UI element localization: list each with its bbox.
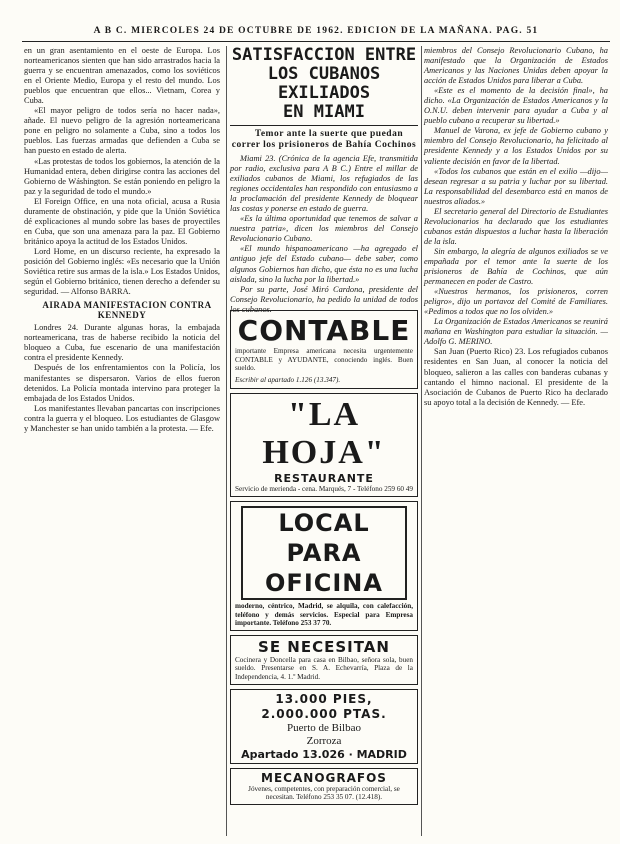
article-paragraph: Sin embargo, la alegría de algunos exiliados se ve empañada por el temor ante la suerte de los prisioneros de Bahía de Cochinos, que aún permanecen en poder de Castro. bbox=[424, 246, 608, 287]
article-paragraph: «Todos los cubanos que están en el exilio —dijo— desean regresar a su patria y luchar por su libertad. La responsabilidad del desembarco está en manos de nuestros aliados.» bbox=[424, 166, 608, 206]
ad-se-necesitan bbox=[230, 635, 418, 685]
article-paragraph: miembros del Consejo Revolucionario Cubano, ha manifestado que la Organización de Estados Americanos y las Naciones Unidas deben apoyar la acción de Estados Unidos para liberar a Cuba. bbox=[424, 46, 608, 86]
article-paragraph: Manuel de Varona, ex jefe de Gobierno cubano y miembro del Consejo Revolucionario, ha felicitado al presidente Kennedy y a los Estados Unidos por su valiente decisión en favor de la libertad. bbox=[424, 126, 608, 166]
ad-body: Cocinera y Doncella para casa en Bilbao, señora sola, buen sueldo. Presentarse en S. A. Echevarría, Plaza de la Independencia, 4. 1.º Madrid. bbox=[235, 655, 413, 681]
article-paragraph: Los manifestantes llevaban pancartas con inscripciones contra la guerra y el bloqueo. Los estudiantes de Glasgow y Manchester se han unido también a la protesta. — Efe. bbox=[24, 403, 220, 433]
ad-body: Servicio de merienda - cena. Marqués, 7 - Teléfono 259 60 49 bbox=[235, 485, 413, 494]
ad-subtitle: RESTAURANTE bbox=[274, 472, 374, 486]
column-left bbox=[24, 46, 220, 836]
article-paragraph: San Juan (Puerto Rico) 23. Los refugiados cubanos residentes en San Juan, al conocer la noticia del bloqueo, salieron a las calles con banderas cubanas y cantando el himno nacional. El presidente de la Asociación de Cubanos de Puerto Rico ha declarado su apoyo total a la decisión de Kennedy. — Efe. bbox=[424, 347, 608, 407]
ad-title: MECANOGRAFOS bbox=[261, 770, 387, 785]
column-divider-left bbox=[226, 46, 227, 836]
ad-contact: Escribir al apartado 1.126 (13.347). bbox=[235, 375, 341, 384]
ad-mecanografos bbox=[230, 768, 418, 805]
ad-title: SE NECESITAN bbox=[258, 637, 390, 656]
article-paragraph: Después de los enfrentamientos con la Policía, los manifestantes se dispersaron. Varios de ellos fueron detenidos. La Policía montada intervino para proteger la embajada de los Estados Unidos. bbox=[24, 363, 220, 403]
article-paragraph: Londres 24. Durante algunas horas, la embajada norteamericana, tras de haberse recibido la noticia del bloqueo a Cuba, fue escenario de una manifestación contra el presidente Kennedy. bbox=[24, 323, 220, 363]
article-paragraph: «Este es el momento de la decisión final», ha dicho. «La Organización de Estados Americanos y la O.N.U. deben intervenir para ayudar a Cuba y al pueblo cubano a recuperar su libertad.» bbox=[424, 86, 608, 126]
article-paragraph: «El mundo hispanoamericano —ha agregado el antiguo jefe del Estado cubano— debe saber, como algunos Gobiernos han dicho, que ésta no es una lucha aislada, sino la lucha por la libertad.» bbox=[230, 244, 418, 284]
article-headline: AIRADA MANIFESTACION CONTRA KENNEDY bbox=[42, 300, 212, 321]
article-paragraph: «Las protestas de todos los gobiernos, la atención de la Humanidad entera, deben dirigirse contra las acciones del Gobierno de Wáshington. Se están poniendo en peligro la paz y la seguridad de todo el mundo.» bbox=[24, 156, 220, 196]
ad-line: Apartado 13.026 · MADRID bbox=[241, 747, 407, 761]
article-paragraph: El Foreign Office, en una nota oficial, acusa a Rusia duramente de obstinación, y pide que la Unión Soviética dé explicaciones al mundo sobre las bases de proyectiles en Cuba, que son una amenaza para la paz. El Gobierno británico apoya la actitud de los Estados Unidos. bbox=[24, 196, 220, 246]
ad-body: Jóvenes, competentes, con preparación comercial, se necesitan. Teléfono 253 35 07. (12.418). bbox=[248, 784, 400, 802]
headline-satisfaccion: SATISFACCION ENTRE LOS CUBANOS EXILIADOS EN MIAMI bbox=[230, 46, 418, 126]
column-center bbox=[230, 45, 418, 314]
classified-ads bbox=[230, 310, 418, 844]
article-paragraph: Por su parte, José Miró Cardona, presidente del Consejo Revolucionario, ha pedido la unidad de todos los cubanos. bbox=[230, 284, 418, 314]
column-divider-right bbox=[421, 46, 422, 836]
article-paragraph: en un gran asentamiento en el oeste de Europa. Los norteamericanos sienten que han sido arrastrados hacia la guerra y se encuentran amenazados, como los soviéticos en el Oriente Medio, Europa y el resto del mundo. Los pueblos que encuentran que ellos... Vietnam, Corea y Cuba. bbox=[24, 46, 220, 106]
article-paragraph: «El mayor peligro de todos sería no hacer nada», añade. El nuevo peligro de la agresión norteamericana pone en peligro no solamente a Cuba, sino a todos los pueblos. Las fuerzas armadas que defienden a Cuba se han puesto en estado de alerta. bbox=[24, 106, 220, 156]
article-paragraph: La Organización de Estados Americanos se reunirá mañana en Washington para estudiar la situación. — Adolfo G. MERINO. bbox=[424, 317, 608, 347]
ad-body: importante Empresa americana necesita urgentemente CONTABLE y AYUDANTE, conociendo inglés. Buen sueldo. bbox=[235, 347, 413, 373]
ad-la-hoja bbox=[230, 393, 418, 497]
article-paragraph: «Nuestros hermanos, los prisioneros, corren peligro», dijo un portavoz del Comité de Familiares. «Pedimos a todos que no los olviden.» bbox=[424, 287, 608, 317]
ad-contable bbox=[230, 310, 418, 389]
column-right bbox=[424, 46, 608, 836]
ad-title: "LA HOJA" bbox=[262, 396, 386, 472]
header-rule bbox=[22, 41, 610, 42]
article-paragraph: El secretario general del Directorio de Estudiantes Revolucionarios ha declarado que los estudiantes cubanos están dispuestos a luchar hasta la liberación de la isla. bbox=[424, 206, 608, 246]
ad-line: Zorroza bbox=[306, 734, 342, 747]
article-paragraph: Lord Home, en un discurso reciente, ha expresado la posición del Gobierno inglés: «Es necesario que la Unión Soviética retire sus armas de la isla.» Los Estados Unidos, según el Gobierno británico, tienen derecho a defender su seguridad. — Alfonso BARRA. bbox=[24, 246, 220, 297]
article-paragraph: Miami 23. (Crónica de la agencia Efe, transmitida por radio, exclusiva para A B C.) Entre el millar de exiliados cubanos de Miami, los refugiados de las regiones occidentales han respondido con entusiasmo a la proclamación del presidente Kennedy de bloquear las costas y ponerse en estado de guerra. bbox=[230, 154, 418, 214]
ad-line: Puerto de Bilbao bbox=[287, 721, 361, 734]
page-header: A B C. MIERCOLES 24 DE OCTUBRE DE 1962. EDICION DE LA MAÑANA. PAG. 51 bbox=[93, 26, 539, 36]
ad-title: 13.000 PIES, 2.000.000 PTAS. bbox=[261, 691, 387, 721]
article-paragraph: «Es la última oportunidad que tenemos de salvar a nuestra patria», dicen los miembros del Consejo Revolucionario Cubano. bbox=[230, 214, 418, 244]
article-subheadline: Temor ante la suerte que puedan correr los prisioneros de Bahía Cochinos bbox=[231, 129, 417, 150]
ad-local-oficina bbox=[230, 501, 418, 631]
ad-title: CONTABLE bbox=[237, 314, 411, 347]
ad-pies bbox=[230, 689, 418, 764]
ad-body: moderno, céntrico, Madrid, se alquila, con calefacción, teléfono y demás servicios. Especial para Empresa importante. Teléfono 253 37 70. bbox=[235, 601, 413, 628]
ad-title: LOCAL PARA OFICINA bbox=[241, 506, 407, 600]
